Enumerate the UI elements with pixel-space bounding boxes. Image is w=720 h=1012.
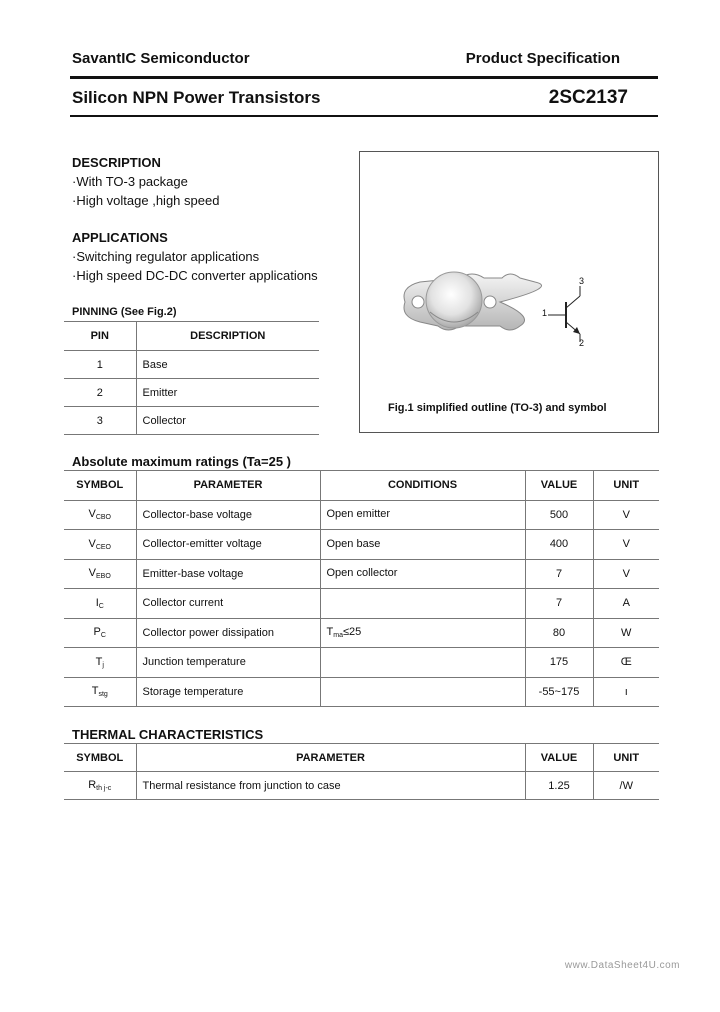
table-row: [64, 500, 659, 530]
unit-cell: W: [593, 618, 659, 648]
parameter-cell: Collector current: [136, 589, 320, 619]
table-row: [64, 772, 659, 800]
conditions-column-header: CONDITIONS: [320, 471, 525, 501]
description-item: ·With TO-3 package: [72, 174, 188, 189]
parameter-cell: Emitter-base voltage: [136, 559, 320, 589]
pin-number: 3: [64, 407, 136, 435]
to3-package-image: [360, 152, 658, 432]
pin-description: Collector: [136, 407, 319, 435]
parameter-cell: Thermal resistance from junction to case: [136, 772, 525, 800]
applications-item: ·High speed DC-DC converter applications: [72, 268, 318, 283]
npn-symbol-icon: [538, 280, 608, 360]
thermal-table: [64, 743, 659, 800]
unit-cell: V: [593, 500, 659, 530]
unit-column-header: UNIT: [593, 471, 659, 501]
unit-cell: V: [593, 530, 659, 560]
parameter-cell: Collector-base voltage: [136, 500, 320, 530]
unit-cell: V: [593, 559, 659, 589]
symbol-cell: $V_{EBO}$: [64, 559, 136, 589]
value-cell: 175: [525, 648, 593, 678]
pin-description: Base: [136, 351, 319, 379]
applications-heading: APPLICATIONS: [72, 230, 168, 245]
value-column-header: VALUE: [525, 744, 593, 772]
parameter-cell: Collector power dissipation: [136, 618, 320, 648]
parameter-cell: Storage temperature: [136, 677, 320, 707]
value-cell: 7: [525, 589, 593, 619]
symbol-cell: $P_C$: [64, 618, 136, 648]
thermal-heading: THERMAL CHARACTERISTICS: [72, 727, 264, 742]
table-row: [64, 351, 319, 379]
value-column-header: VALUE: [525, 471, 593, 501]
table-row: [64, 407, 319, 435]
table-row: [64, 530, 659, 560]
header-rule-bottom: [70, 115, 658, 117]
pin-description: Emitter: [136, 379, 319, 407]
table-header-row: [64, 744, 659, 772]
conditions-cell: [320, 677, 525, 707]
pinning-heading: PINNING (See Fig.2): [72, 306, 177, 318]
company-name: SavantIC Semiconductor: [72, 50, 250, 67]
symbol-cell: $T_{stg}$: [64, 677, 136, 707]
pin1-label: 1: [542, 308, 548, 318]
spec-label: Product Specification: [465, 50, 620, 67]
table-row: [64, 559, 659, 589]
value-cell: 7: [525, 559, 593, 589]
pin-number: 2: [64, 379, 136, 407]
pin2-label: 2: [579, 338, 585, 348]
parameter-cell: Collector-emitter voltage: [136, 530, 320, 560]
abs-max-table: [64, 470, 659, 707]
symbol-column-header: SYMBOL: [64, 744, 136, 772]
pin3-label: 3: [579, 276, 585, 286]
description-item: ·High voltage ,high speed: [72, 193, 220, 208]
header-rule-top: [70, 76, 658, 79]
symbol-cell: $I_C$: [64, 589, 136, 619]
table-row: [64, 379, 319, 407]
table-row: [64, 677, 659, 707]
figure-caption: Fig.1 simplified outline (TO-3) and symbol: [388, 402, 607, 414]
unit-cell: ı: [593, 677, 659, 707]
pin-column-header: PIN: [64, 322, 136, 351]
unit-cell: Œ: [593, 648, 659, 678]
description-heading: DESCRIPTION: [72, 155, 161, 170]
applications-item: ·Switching regulator applications: [72, 249, 260, 264]
symbol-cell: $V_{CBO}$: [64, 500, 136, 530]
table-header-row: [64, 322, 319, 351]
pin-number: 1: [64, 351, 136, 379]
conditions-cell: Open emitter: [320, 500, 525, 530]
conditions-cell: Open base: [320, 530, 525, 560]
conditions-cell: Open collector: [320, 559, 525, 589]
symbol-cell: $T_j$: [64, 648, 136, 678]
conditions-cell: [320, 589, 525, 619]
unit-cell: /W: [593, 772, 659, 800]
table-row: [64, 648, 659, 678]
unit-column-header: UNIT: [593, 744, 659, 772]
table-row: [64, 589, 659, 619]
value-cell: 80: [525, 618, 593, 648]
abs-max-heading: Absolute maximum ratings (Ta=25 ): [72, 454, 292, 469]
table-header-row: [64, 471, 659, 501]
watermark: www.DataSheet4U.com: [564, 960, 680, 971]
value-cell: 500: [525, 500, 593, 530]
pinning-table: [64, 321, 319, 435]
document-title: Silicon NPN Power Transistors: [72, 88, 321, 107]
value-cell: 1.25: [525, 772, 593, 800]
conditions-cell: [320, 648, 525, 678]
symbol-cell: $R_{th j-c}$: [64, 772, 136, 800]
figure-box: [359, 151, 659, 433]
table-row: [64, 618, 659, 648]
value-cell: 400: [525, 530, 593, 560]
unit-cell: A: [593, 589, 659, 619]
symbol-cell: $V_{CEO}$: [64, 530, 136, 560]
parameter-column-header: PARAMETER: [136, 471, 320, 501]
description-column-header: DESCRIPTION: [136, 322, 319, 351]
conditions-cell: $T_{ma}\le 25$: [320, 618, 525, 648]
part-number: 2SC2137: [548, 87, 628, 108]
parameter-cell: Junction temperature: [136, 648, 320, 678]
value-cell: -55~175: [525, 677, 593, 707]
parameter-column-header: PARAMETER: [136, 744, 525, 772]
symbol-column-header: SYMBOL: [64, 471, 136, 501]
